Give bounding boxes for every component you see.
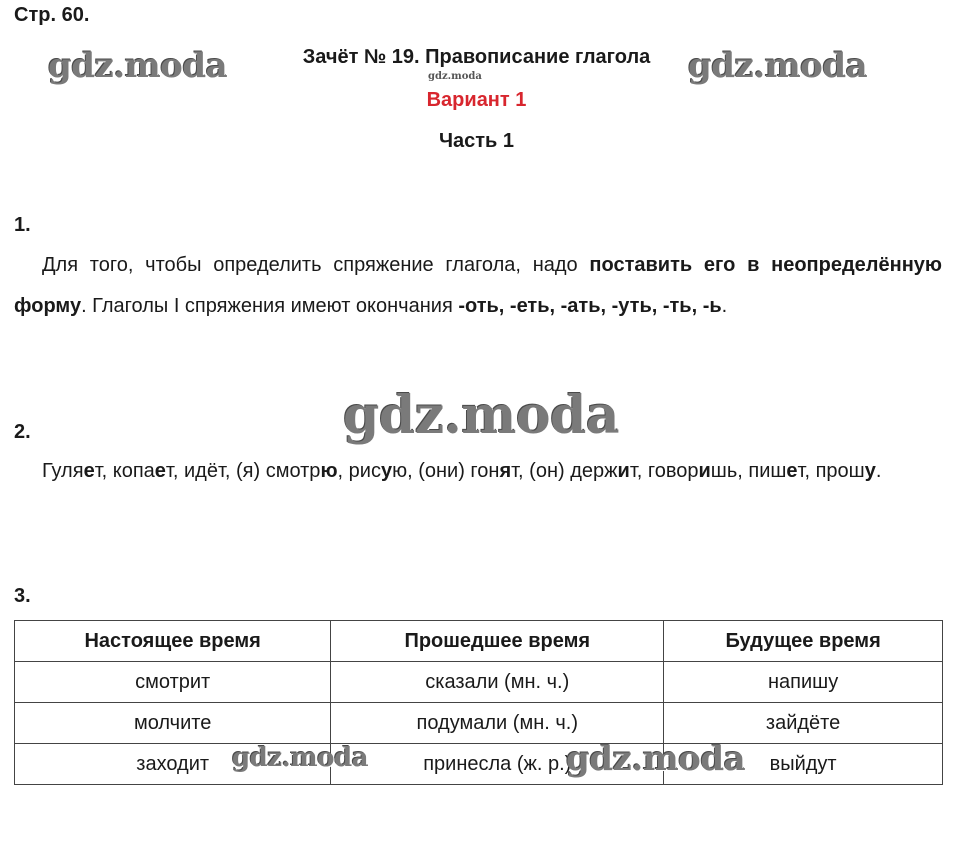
task-2-text: т, (он) держ bbox=[511, 460, 618, 482]
task-1-bold-2: -оть, -еть, -ать, -уть, -ть, -ь bbox=[458, 295, 722, 317]
task-1-bold-1: поставить его в неопределённую форму bbox=[14, 254, 942, 317]
table-cell: зайдёте bbox=[664, 703, 943, 744]
table-cell: заходит bbox=[15, 744, 331, 785]
task-1-text-3: . bbox=[721, 295, 728, 317]
task-1-number: 1. bbox=[14, 214, 31, 236]
watermark-small: gdz.moda bbox=[428, 71, 482, 82]
header-past: Прошедшее время bbox=[331, 621, 664, 662]
task-2-text: ю, (они) гон bbox=[392, 460, 500, 482]
table-cell: принесла (ж. р.) bbox=[331, 744, 664, 785]
watermark-top-left: gdz.moda bbox=[48, 46, 228, 86]
table-row bbox=[15, 703, 943, 744]
watermark-table-right: gdz.moda bbox=[566, 739, 746, 779]
header-present: Настоящее время bbox=[15, 621, 331, 662]
task-2-text: . bbox=[875, 460, 882, 482]
watermark-top-right: gdz.moda bbox=[688, 46, 868, 86]
variant-label: Вариант 1 bbox=[426, 89, 527, 111]
task-2-text: т, копа bbox=[94, 460, 155, 482]
task-2-ending: ю bbox=[320, 460, 338, 482]
page-reference: Стр. 60. bbox=[14, 4, 90, 26]
table-cell: сказали (мн. ч.) bbox=[331, 662, 664, 703]
part-label: Часть 1 bbox=[438, 130, 515, 152]
table-cell: выйдут bbox=[664, 744, 943, 785]
task-2-ending: и bbox=[698, 460, 711, 482]
task-2-ending: у bbox=[380, 460, 393, 482]
task-2-text: т, идёт, (я) смотр bbox=[165, 460, 321, 482]
task-2-number: 2. bbox=[14, 421, 31, 443]
task-2-ending: я bbox=[499, 460, 512, 482]
test-title: Зачёт № 19. Правописание глагола bbox=[302, 46, 651, 68]
table-cell: молчите bbox=[15, 703, 331, 744]
task-2-text: т, прош bbox=[797, 460, 865, 482]
task-2-text: , рис bbox=[337, 460, 381, 482]
task-2-text: Гуля bbox=[42, 460, 84, 482]
task-2-ending: е bbox=[154, 460, 166, 482]
task-2-answer bbox=[14, 451, 942, 492]
header-future: Будущее время bbox=[664, 621, 943, 662]
watermark-center: gdz.moda bbox=[343, 385, 620, 446]
table-row bbox=[15, 744, 943, 785]
table-cell: напишу bbox=[664, 662, 943, 703]
task-2-ending: у bbox=[864, 460, 876, 482]
table-cell: смотрит bbox=[15, 662, 331, 703]
table-header-row bbox=[15, 621, 943, 662]
task-3-number: 3. bbox=[14, 585, 31, 607]
task-1-answer bbox=[14, 245, 942, 327]
task-2-ending: е bbox=[786, 460, 798, 482]
tense-table bbox=[14, 620, 943, 785]
watermark-table-left: gdz.moda bbox=[232, 743, 369, 773]
task-1-text-2: . Глаголы I спряжения имеют окончания bbox=[81, 295, 459, 317]
task-2-ending: и bbox=[617, 460, 630, 482]
table-cell: подумали (мн. ч.) bbox=[331, 703, 664, 744]
task-2-ending: е bbox=[83, 460, 95, 482]
table-row bbox=[15, 662, 943, 703]
task-2-text: т, говор bbox=[629, 460, 699, 482]
task-2-text: шь, пиш bbox=[710, 460, 787, 482]
task-1-text-1: Для того, чтобы определить спряжение глагола, надо bbox=[42, 254, 590, 276]
